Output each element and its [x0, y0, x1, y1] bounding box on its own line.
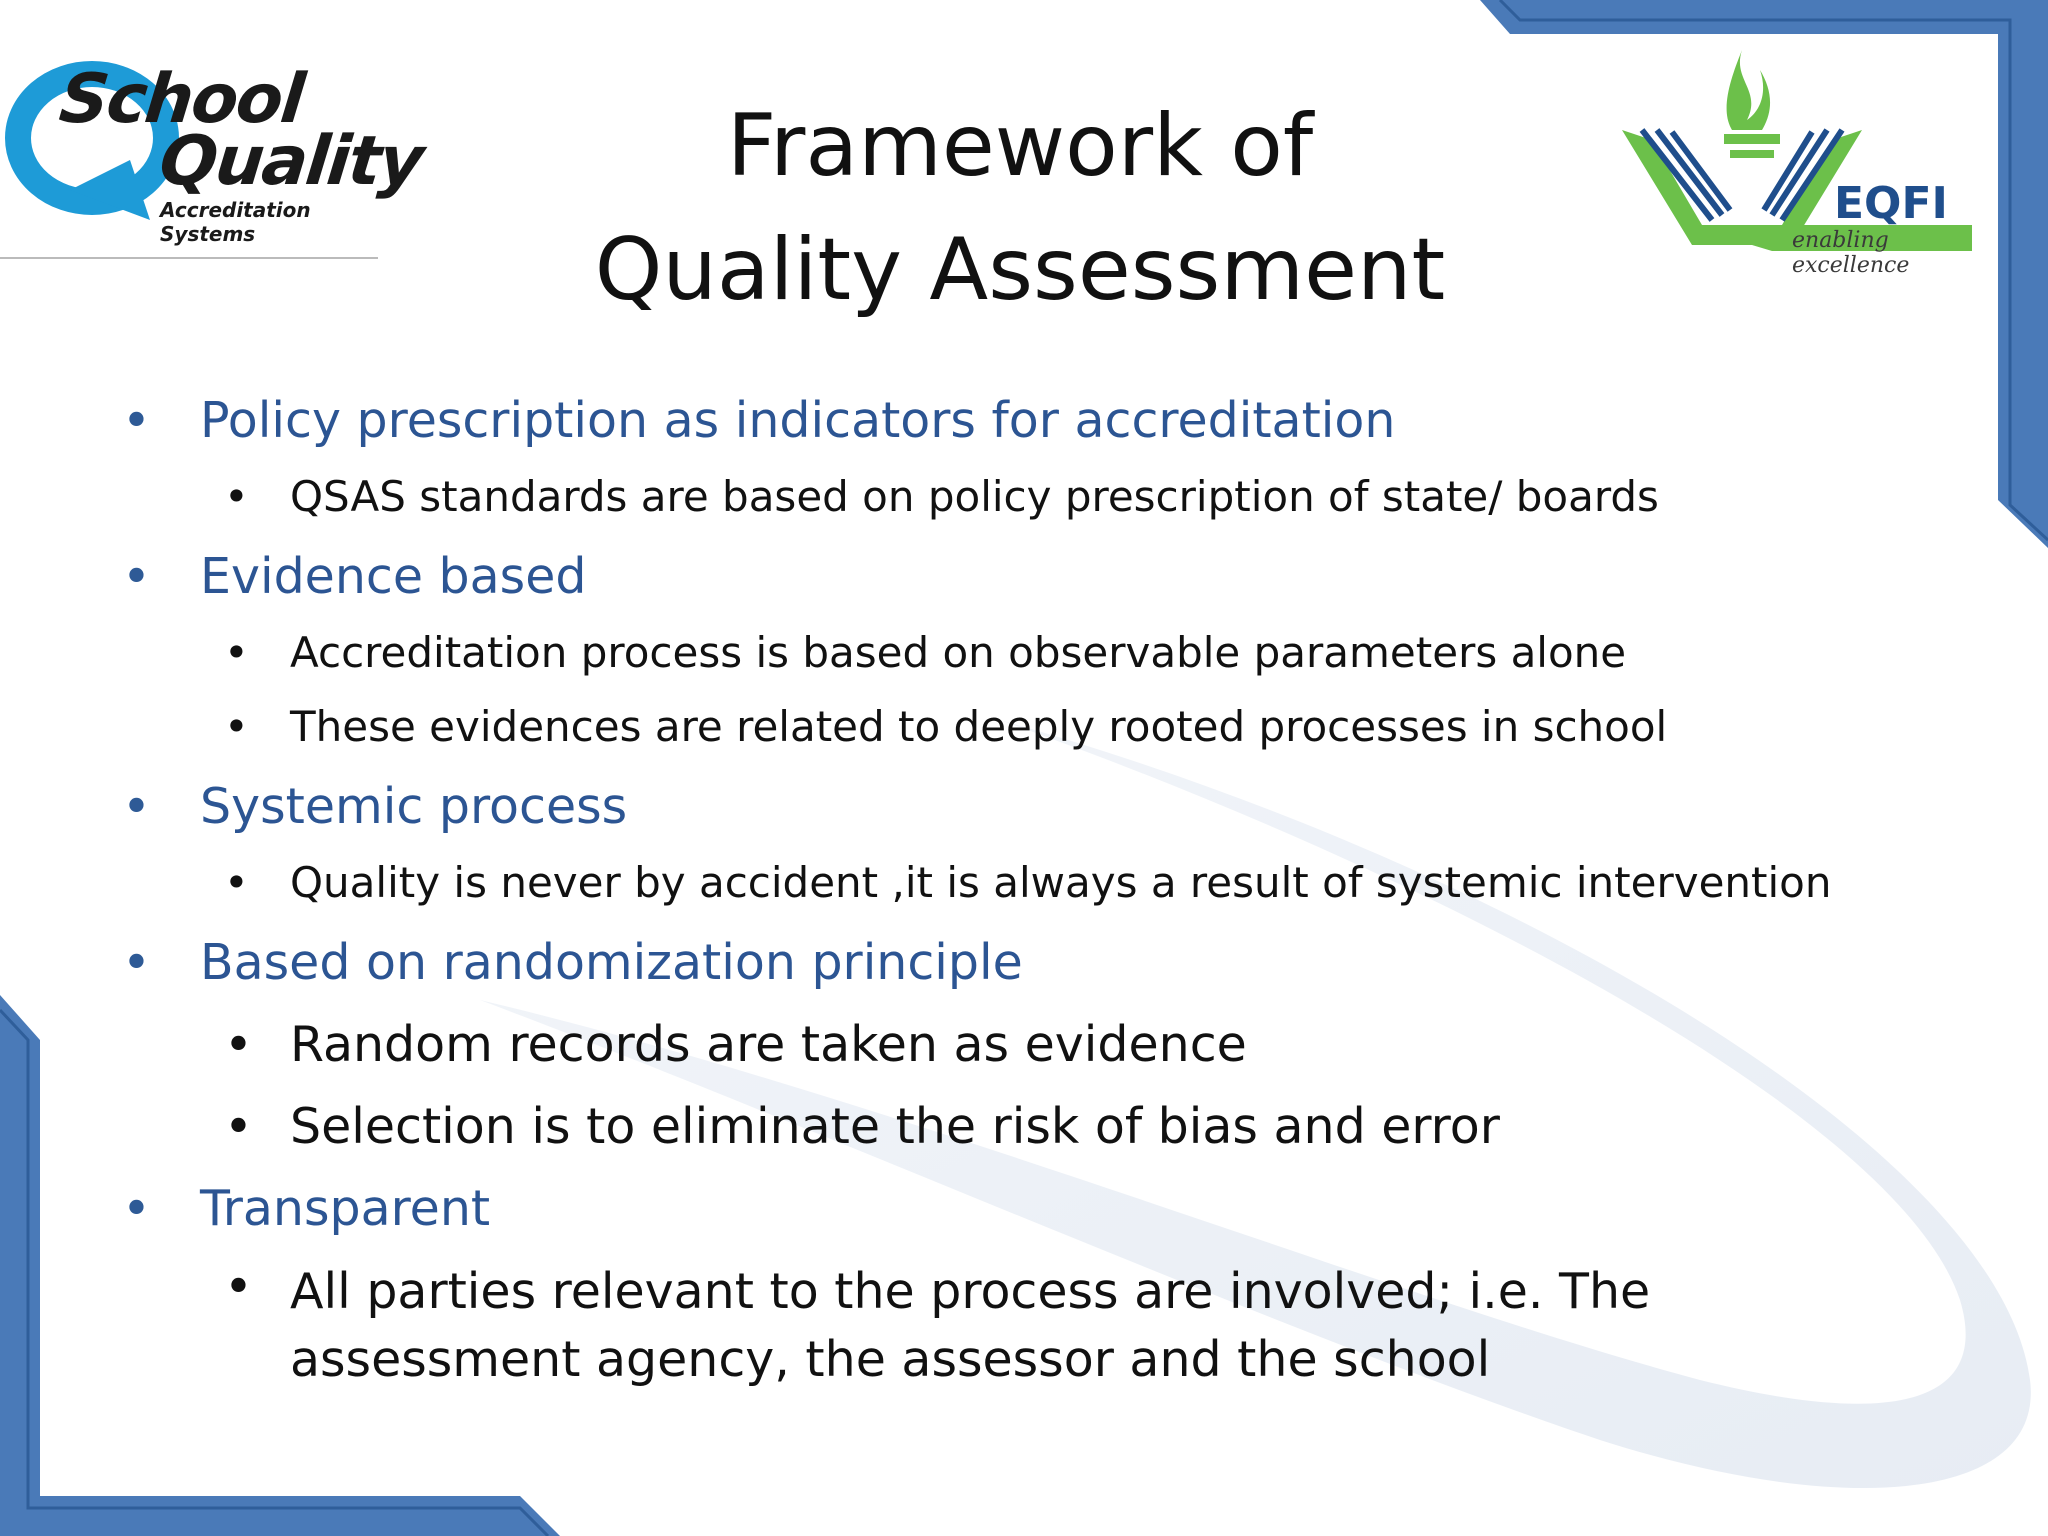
sub-bullet-dot: •	[224, 702, 249, 751]
bullet-text: Transparent	[200, 1180, 491, 1237]
eqfi-name: EQFI	[1834, 178, 1948, 229]
sub-bullet-dot: •	[224, 472, 249, 521]
eqfi-logo	[1612, 50, 1988, 278]
bullet-dot: •	[122, 1180, 151, 1237]
logo-word-school: School	[55, 60, 307, 139]
bullet-dot: •	[122, 934, 151, 991]
sub-bullet-text: Accreditation process is based on observable parameters alone	[290, 628, 1627, 677]
sub-bullet-dot: •	[224, 1258, 253, 1315]
bullet-text: Policy prescription as indicators for accreditation	[200, 392, 1396, 449]
slide-title	[520, 84, 1520, 332]
sub-bullet-dot: •	[224, 1098, 253, 1155]
bullet-text: Systemic process	[200, 778, 628, 835]
logo-word-quality: Quality	[155, 122, 426, 201]
bullet-text: Evidence based	[200, 548, 587, 605]
sub-bullet-text: QSAS standards are based on policy prescription of state/ boards	[290, 472, 1659, 521]
bullet-dot: •	[122, 392, 151, 449]
bullet-dot: •	[122, 778, 151, 835]
bullet-text: Based on randomization principle	[200, 934, 1023, 991]
sub-bullet-text: All parties relevant to the process are involved; i.e. The assessment agency, the assessor and the school	[290, 1263, 1651, 1388]
sub-bullet-text: These evidences are related to deeply rooted processes in school	[290, 702, 1668, 751]
sub-bullet-dot: •	[224, 858, 249, 907]
school-quality-logo	[0, 40, 426, 266]
sub-bullet-text: Selection is to eliminate the risk of bias and error	[290, 1098, 1500, 1155]
bullet-dot: •	[122, 548, 151, 605]
logo-tagline: Accreditation Systems	[160, 198, 311, 246]
sub-bullet-dot: •	[224, 1016, 253, 1073]
sub-bullet-text: Random records are taken as evidence	[290, 1016, 1247, 1073]
title-line-2: Quality Assessment	[594, 220, 1446, 320]
eqfi-tagline: enabling excellence	[1792, 228, 1910, 278]
sub-bullet-dot: •	[224, 628, 249, 677]
sub-bullet-text: Quality is never by accident ,it is always a result of systemic intervention	[290, 858, 1832, 907]
title-line-1: Framework of	[726, 96, 1314, 196]
